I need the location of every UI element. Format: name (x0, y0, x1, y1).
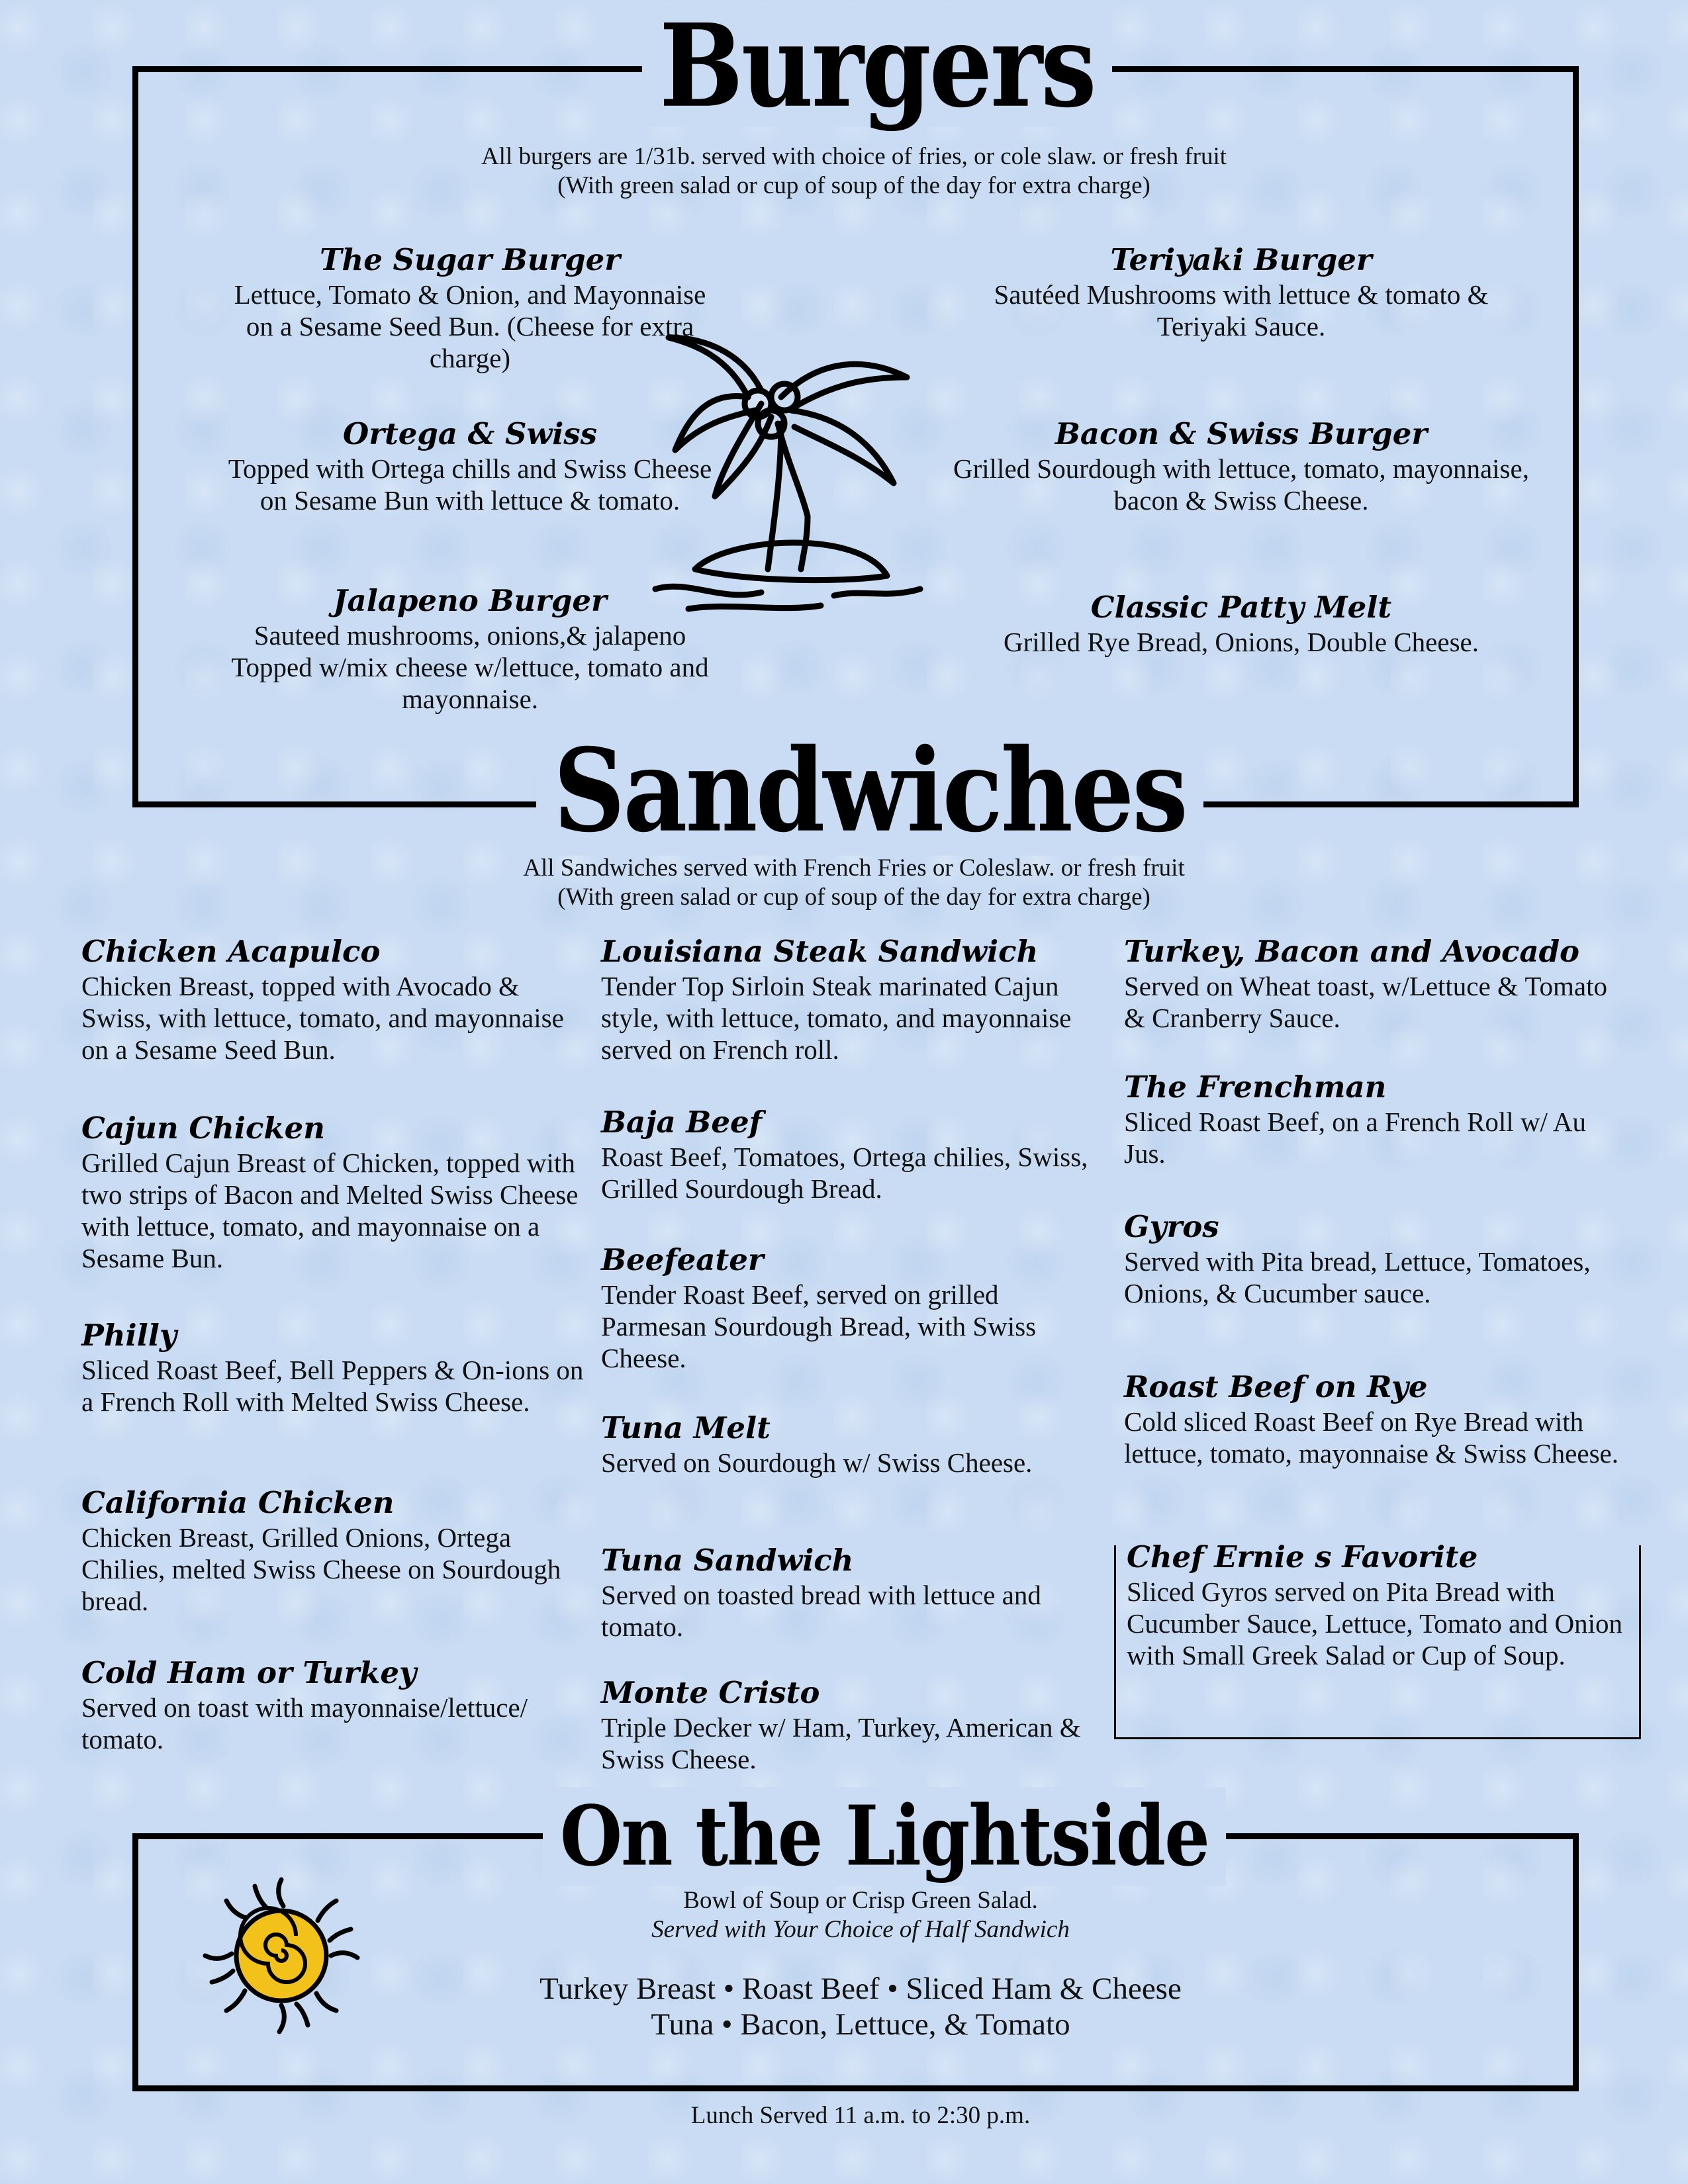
item-name: Classic Patty Melt (1090, 590, 1392, 625)
item-name: Ortega & Swiss (343, 416, 597, 451)
lightside-options-line2: Tuna • Bacon, Lettuce, & Tomato (651, 2007, 1070, 2042)
item-description: Served on Sourdough w/ Swiss Cheese. (601, 1447, 1033, 1478)
sandwiches-title: Sandwiches (536, 726, 1203, 856)
item-name: Jalapeno Burger (333, 583, 607, 618)
sandwiches-intro-line2: (With green salad or cup of soup of the day for extra charge) (557, 884, 1150, 911)
sandwich-item-roast-beef-rye (1124, 1369, 1634, 1469)
burgers-intro-line1: All burgers are 1/31b. served with choice of fries, or cole slaw. or fresh fruit (481, 143, 1227, 170)
item-description: Sliced Roast Beef, Bell Peppers & On-ions on a French Roll with Melted Swiss Cheese. (81, 1355, 584, 1417)
item-name: Cajun Chicken (81, 1111, 325, 1146)
lightside-line1: Bowl of Soup or Crisp Green Salad. (683, 1887, 1038, 1914)
item-description: Chicken Breast, topped with Avocado & Swiss, with lettuce, tomato, and mayonnaise on a Sesame Seed Bun. (81, 971, 564, 1065)
item-description: Sauteed mushrooms, onions,& jalapeno Topped w/mix cheese w/lettuce, tomato and mayonnaise. (231, 620, 709, 714)
burgers-title: Burgers (642, 5, 1112, 127)
sandwich-item-monte-cristo (601, 1674, 1111, 1775)
item-description: Sautéed Mushrooms with lettuce & tomato & Teriyaki Sauce. (994, 279, 1489, 341)
item-description: Served on toast with mayonnaise/lettuce/ tomato. (81, 1692, 528, 1754)
sandwich-item-california-chicken (81, 1484, 591, 1617)
item-name: Roast Beef on Rye (1124, 1369, 1428, 1404)
item-description: Lettuce, Tomato & Onion, and Mayonnaise on a Sesame Seed Bun. (Cheese for extra charge) (234, 279, 706, 373)
lightside-intro (397, 1886, 1324, 1944)
burgers-intro (199, 142, 1509, 201)
sandwich-item-cold-ham-turkey (81, 1655, 591, 1755)
item-description: Chicken Breast, Grilled Onions, Ortega Chilies, melted Swiss Cheese on Sourdough bread. (81, 1522, 561, 1616)
item-name: The Sugar Burger (320, 242, 620, 277)
sandwiches-intro (199, 854, 1509, 912)
item-name: Monte Cristo (601, 1675, 820, 1710)
item-name: California Chicken (81, 1485, 395, 1520)
sandwich-item-gyros (1124, 1208, 1634, 1309)
sandwich-item-tuna-sandwich (601, 1542, 1111, 1643)
item-description: Cold sliced Roast Beef on Rye Bread with lettuce, tomato, mayonnaise & Swiss Cheese. (1124, 1406, 1618, 1469)
item-name: Chef Ernie s Favorite (1127, 1539, 1478, 1574)
burger-item-patty-melt (953, 589, 1529, 658)
item-description: Tender Top Sirloin Steak marinated Cajun style, with lettuce, tomato, and mayonnaise served on French roll. (601, 971, 1072, 1065)
palm-tree-island-icon (649, 318, 940, 615)
lightside-line2: Served with Your Choice of Half Sandwich (651, 1916, 1070, 1943)
item-description: Sliced Gyros served on Pita Bread with Cucumber Sauce, Lettuce, Tomato and Onion with Small Greek Salad or Cup of Soup. (1127, 1576, 1622, 1670)
sandwich-item-frenchman (1124, 1069, 1634, 1169)
item-description: Tender Roast Beef, served on grilled Parmesan Sourdough Bread, with Swiss Cheese. (601, 1279, 1037, 1373)
burger-item-ortega (218, 416, 722, 516)
item-description: Grilled Rye Bread, Onions, Double Cheese. (1004, 627, 1479, 657)
item-name: Beefeater (601, 1242, 764, 1277)
item-description: Triple Decker w/ Ham, Turkey, American & Swiss Cheese. (601, 1712, 1081, 1774)
item-description: Sliced Roast Beef, on a French Roll w/ Au Jus. (1124, 1107, 1587, 1169)
sandwich-item-chef-ernie-favorite (1127, 1539, 1636, 1671)
item-description: Grilled Sourdough with lettuce, tomato, mayonnaise, bacon & Swiss Cheese. (953, 453, 1529, 516)
sandwich-item-chicken-acapulco (81, 933, 591, 1066)
item-name: Bacon & Swiss Burger (1055, 416, 1428, 451)
item-name: Turkey, Bacon and Avocado (1124, 934, 1580, 969)
sandwich-item-louisiana-steak (601, 933, 1111, 1066)
sandwich-item-tuna-melt (601, 1410, 1111, 1479)
item-description: Roast Beef, Tomatoes, Ortega chilies, Swiss, Grilled Sourdough Bread. (601, 1142, 1088, 1204)
item-description: Served on toasted bread with lettuce and tomato. (601, 1580, 1041, 1642)
item-description: Topped with Ortega chills and Swiss Cheese on Sesame Bun with lettuce & tomato. (228, 453, 712, 516)
sandwich-item-baja-beef (601, 1104, 1111, 1205)
lunch-hours-footer: Lunch Served 11 a.m. to 2:30 p.m. (690, 2102, 1031, 2129)
item-name: Baja Beef (601, 1105, 762, 1140)
item-description: Served with Pita bread, Lettuce, Tomatoes, Onions, & Cucumber sauce. (1124, 1246, 1591, 1308)
burger-item-teriyaki (953, 242, 1529, 342)
sandwiches-intro-line1: All Sandwiches served with French Fries or Coleslaw. or fresh fruit (523, 854, 1185, 882)
item-name: The Frenchman (1124, 1069, 1387, 1105)
sandwich-item-turkey-bacon-avocado (1124, 933, 1634, 1034)
item-name: Louisiana Steak Sandwich (601, 934, 1039, 969)
item-name: Teriyaki Burger (1110, 242, 1372, 277)
item-description: Grilled Cajun Breast of Chicken, topped with two strips of Bacon and Melted Swiss Cheese with lettuce, tomato, and mayonnaise on a Sesame Bun. (81, 1148, 579, 1273)
burgers-intro-line2: (With green salad or cup of soup of the day for extra charge) (557, 172, 1150, 199)
item-name: Philly (81, 1318, 177, 1353)
burger-item-bacon-swiss (953, 416, 1529, 516)
item-name: Tuna Sandwich (601, 1543, 854, 1578)
lightside-title: On the Lightside (543, 1787, 1226, 1886)
item-name: Chicken Acapulco (81, 934, 381, 969)
sandwich-item-philly (81, 1317, 591, 1418)
lightside-options-line1: Turkey Breast • Roast Beef • Sliced Ham & Cheese (539, 1972, 1182, 2006)
sandwich-item-cajun-chicken (81, 1110, 591, 1274)
burger-item-sugar (218, 242, 722, 374)
item-name: Gyros (1124, 1209, 1219, 1244)
lightside-options (331, 1971, 1390, 2042)
item-name: Cold Ham or Turkey (81, 1655, 417, 1690)
item-name: Tuna Melt (601, 1410, 771, 1445)
sandwich-item-beefeater (601, 1242, 1111, 1374)
item-description: Served on Wheat toast, w/Lettuce & Tomato & Cranberry Sauce. (1124, 971, 1608, 1033)
